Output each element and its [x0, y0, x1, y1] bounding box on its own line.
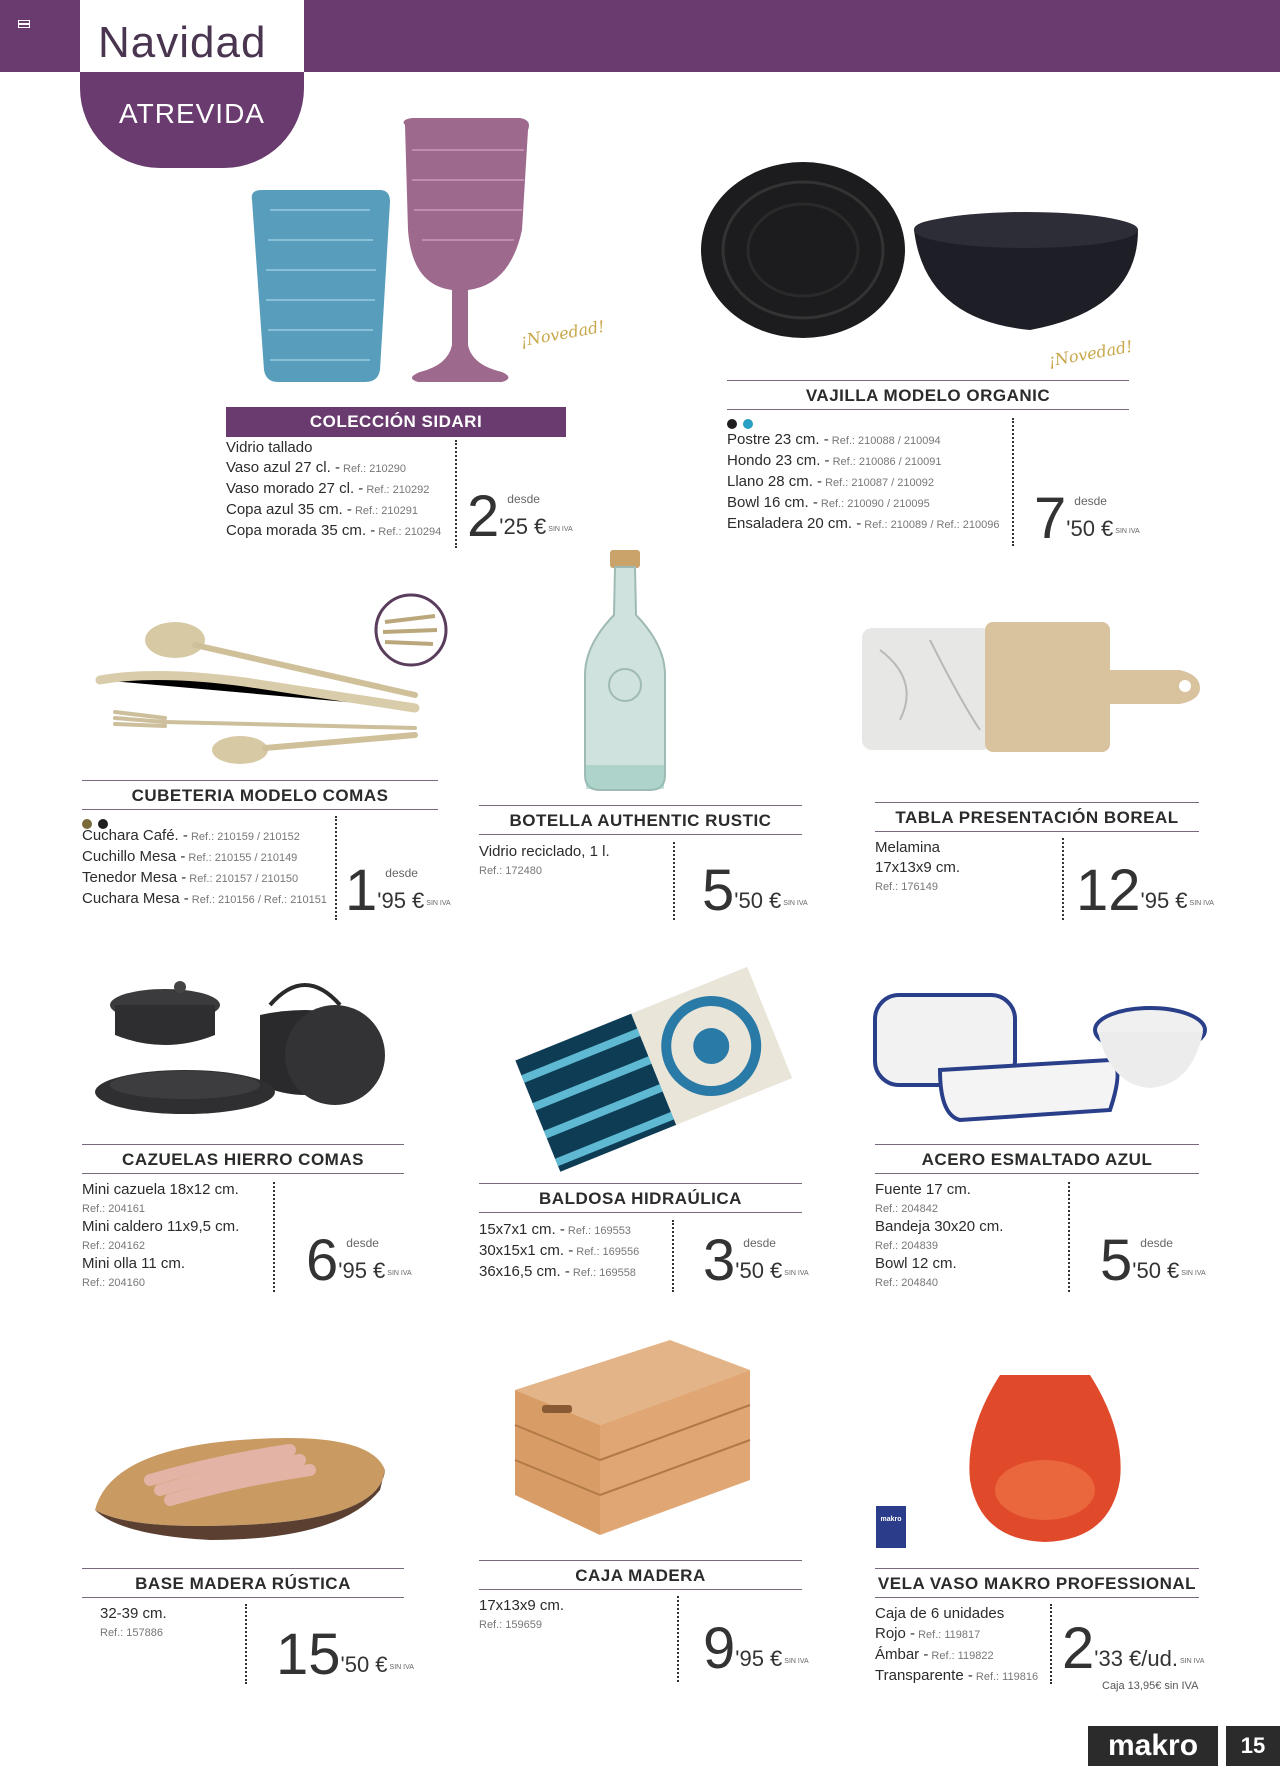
description-line: [479, 1616, 564, 1633]
reference-code: Ref.: 172480: [479, 865, 542, 877]
caja-madera-image: [510, 1330, 760, 1540]
description-text: Vaso azul 27 cl. -: [226, 459, 340, 476]
description-line: [479, 1220, 639, 1241]
product-acero: [875, 1144, 1199, 1174]
description-line: [875, 858, 960, 878]
description-text: Rojo -: [875, 1625, 916, 1642]
product-baldosa: [479, 1183, 802, 1213]
description-text: 30x15x1 cm. -: [479, 1242, 574, 1259]
flag-icon: [18, 20, 30, 28]
description-text: Copa azul 35 cm. -: [226, 501, 352, 518]
description-line: [82, 868, 327, 889]
product-title: CAZUELAS HIERRO COMAS: [82, 1144, 404, 1174]
vela-image: [960, 1370, 1130, 1550]
novedad-badge: ¡Novedad!: [1046, 336, 1135, 371]
product-organic: [727, 380, 1129, 410]
reference-code: Ref.: 210156 / Ref.: 210151: [188, 894, 327, 906]
description-line: [875, 1200, 1003, 1217]
description-line: [479, 1262, 639, 1283]
reference-code: Ref.: 176149: [875, 881, 938, 893]
description-line: [82, 1200, 239, 1217]
description-text: Melamina: [875, 839, 941, 856]
cazuelas-image: [95, 965, 405, 1135]
vela-box-price-note: Caja 13,95€ sin IVA: [1102, 1680, 1199, 1692]
product-title: ACERO ESMALTADO AZUL: [875, 1144, 1199, 1174]
description-line: [82, 847, 327, 868]
description-line: [875, 1180, 1003, 1200]
description-text: Fuente 17 cm.: [875, 1181, 971, 1198]
description-line: [82, 1237, 239, 1254]
description-line: [875, 1274, 1003, 1291]
reference-code: Ref.: 204160: [82, 1277, 145, 1289]
reference-code: Ref.: 210088 / 210094: [828, 435, 941, 447]
description-text: Copa morada 35 cm. -: [226, 522, 376, 539]
reference-code: Ref.: 204840: [875, 1277, 938, 1289]
product-acero-price: 5 desde '50 € SIN IVA: [1100, 1228, 1206, 1293]
description-text: 36x16,5 cm. -: [479, 1263, 570, 1280]
description-text: Bowl 16 cm. -: [727, 494, 818, 511]
reference-code: Ref.: 169553: [564, 1225, 631, 1237]
description-text: Bandeja 30x20 cm.: [875, 1218, 1004, 1235]
description-line: [82, 889, 327, 910]
description-line: [479, 842, 610, 862]
description-line: [226, 500, 441, 521]
color-dot: [727, 419, 737, 429]
description-line: [82, 1274, 239, 1291]
reference-code: Ref.: 204839: [875, 1240, 938, 1252]
description-line: [875, 1624, 1038, 1645]
baldosa-image: [515, 960, 785, 1160]
organic-dishes-image: [700, 170, 1150, 350]
cutlery-image: [95, 600, 455, 770]
product-title: CUBETERIA MODELO COMAS: [82, 780, 438, 810]
description-text: 17x13x9 cm.: [875, 859, 961, 876]
product-comas-cutlery: [82, 780, 438, 810]
description-text: Caja de 6 unidades: [875, 1605, 1005, 1622]
product-base-madera-description: [100, 1604, 167, 1641]
product-title: COLECCIÓN SIDARI: [226, 407, 566, 437]
reference-code: Ref.: 159659: [479, 1619, 542, 1631]
description-line: [479, 1596, 564, 1616]
reference-code: Ref.: 210087 / 210092: [822, 477, 934, 489]
product-title: BOTELLA AUTHENTIC RUSTIC: [479, 805, 802, 835]
product-title: TABLA PRESENTACIÓN BOREAL: [875, 802, 1199, 832]
description-line: [479, 862, 610, 879]
reference-code: Ref.: 169556: [573, 1246, 640, 1258]
description-line: [226, 521, 441, 542]
description-line: [727, 514, 999, 535]
product-botella: [479, 805, 802, 835]
product-boreal-price: 12'95 € SIN IVA: [1076, 858, 1214, 923]
product-baldosa-description: [479, 1220, 639, 1283]
description-text: Vidrio reciclado, 1 l.: [479, 843, 610, 860]
description-line: [727, 430, 999, 451]
description-text: Mini caldero 11x9,5 cm.: [82, 1218, 240, 1235]
reference-code: Ref.: 204842: [875, 1203, 938, 1215]
product-base-madera-price: 15'50 € SIN IVA: [276, 1622, 414, 1687]
product-title: BASE MADERA RÚSTICA: [82, 1568, 404, 1598]
product-cazuelas: [82, 1144, 404, 1174]
description-text: Mini cazuela 18x12 cm.: [82, 1181, 239, 1198]
product-boreal-description: [875, 838, 960, 895]
reference-code: Ref.: 204161: [82, 1203, 145, 1215]
description-text: Vaso morado 27 cl. -: [226, 480, 364, 497]
reference-code: Ref.: 210090 / 210095: [817, 498, 930, 510]
product-botella-description: [479, 842, 610, 879]
product-sidari-description: [226, 438, 441, 542]
reference-code: Ref.: 210157 / 210150: [186, 873, 299, 885]
description-text: Hondo 23 cm. -: [727, 452, 830, 469]
description-text: 17x13x9 cm.: [479, 1597, 565, 1614]
page-title: Navidad: [98, 18, 267, 67]
description-text: Cuchara Café. -: [82, 827, 188, 844]
description-text: 32-39 cm.: [100, 1605, 167, 1622]
boreal-board-image: [860, 620, 1220, 760]
product-boreal: [875, 802, 1199, 832]
page-number: 15: [1226, 1726, 1280, 1766]
description-line: [875, 1217, 1003, 1237]
product-title: VAJILLA MODELO ORGANIC: [727, 380, 1129, 410]
description-line: [727, 451, 999, 472]
bottle-image: [580, 545, 680, 795]
product-organic-description: [727, 430, 999, 535]
product-vela-price: 2'33 €/ud. SIN IVA: [1062, 1616, 1205, 1681]
description-line: [82, 1217, 239, 1237]
description-text: Llano 28 cm. -: [727, 473, 823, 490]
product-caja-madera-price: 9'95 € SIN IVA: [703, 1616, 809, 1681]
description-line: [875, 1604, 1038, 1624]
description-text: Bowl 12 cm.: [875, 1255, 957, 1272]
description-line: [727, 472, 999, 493]
description-line: [875, 1645, 1038, 1666]
description-line: [479, 1241, 639, 1262]
description-text: Cuchara Mesa -: [82, 890, 189, 907]
description-line: [226, 479, 441, 500]
acero-esmaltado-image: [870, 990, 1210, 1140]
product-sidari-price: 2 desde '25 € SIN IVA: [467, 484, 573, 549]
reference-code: Ref.: 119816: [972, 1671, 1039, 1683]
reference-code: Ref.: 204162: [82, 1240, 145, 1252]
product-cazuelas-price: 6 desde '95 € SIN IVA: [306, 1228, 412, 1293]
product-cazuelas-description: [82, 1180, 239, 1291]
description-text: Ensaladera 20 cm. -: [727, 515, 862, 532]
product-vela: [875, 1568, 1199, 1598]
product-sidari: [226, 407, 566, 437]
description-line: [875, 1666, 1038, 1687]
description-text: 15x7x1 cm. -: [479, 1221, 565, 1238]
description-line: [875, 1254, 1003, 1274]
reference-code: Ref.: 210159 / 210152: [187, 831, 300, 843]
description-line: [226, 438, 441, 458]
novedad-badge: ¡Novedad!: [518, 316, 607, 351]
product-botella-price: 5'50 € SIN IVA: [702, 858, 808, 923]
reference-code: Ref.: 157886: [100, 1627, 163, 1639]
product-organic-price: 7 desde '50 € SIN IVA: [1034, 486, 1140, 551]
description-line: [100, 1624, 167, 1641]
makro-professional-badge: makro: [876, 1506, 906, 1548]
description-text: Cuchillo Mesa -: [82, 848, 186, 865]
description-line: [82, 1180, 239, 1200]
description-line: [82, 1254, 239, 1274]
reference-code: Ref.: 119817: [915, 1629, 981, 1641]
reference-code: Ref.: 210292: [363, 484, 430, 496]
reference-code: Ref.: 169558: [569, 1267, 636, 1279]
description-text: Mini olla 11 cm.: [82, 1255, 186, 1272]
base-madera-image: [90, 1390, 390, 1540]
description-text: Vidrio tallado: [226, 439, 313, 456]
reference-code: Ref.: 210294: [375, 526, 442, 538]
description-line: [226, 458, 441, 479]
reference-code: Ref.: 210290: [339, 463, 407, 475]
product-vela-description: [875, 1604, 1038, 1687]
description-text: Ámbar -: [875, 1646, 929, 1663]
product-caja-madera-description: [479, 1596, 564, 1633]
product-acero-description: [875, 1180, 1003, 1291]
reference-code: Ref.: 119822: [928, 1650, 994, 1662]
description-text: Tenedor Mesa -: [82, 869, 187, 886]
reference-code: Ref.: 210291: [351, 505, 418, 517]
product-title: VELA VASO MAKRO PROFESSIONAL: [875, 1568, 1199, 1598]
color-dot: [743, 419, 753, 429]
reference-code: Ref.: 210089 / Ref.: 210096: [861, 519, 1000, 531]
description-line: [875, 1237, 1003, 1254]
product-comas-cutlery-description: [82, 826, 327, 910]
product-comas-cutlery-price: 1 desde '95 € SIN IVA: [345, 858, 451, 923]
reference-code: Ref.: 210155 / 210149: [185, 852, 298, 864]
description-line: [100, 1604, 167, 1624]
page-subtitle: ATREVIDA: [119, 98, 265, 129]
sidari-glasses-image: [240, 110, 610, 390]
product-base-madera: [82, 1568, 404, 1598]
description-text: Transparente -: [875, 1667, 973, 1684]
description-text: Postre 23 cm. -: [727, 431, 829, 448]
description-line: [82, 826, 327, 847]
product-caja-madera: [479, 1560, 802, 1590]
reference-code: Ref.: 210086 / 210091: [829, 456, 942, 468]
makro-logo: makro: [1088, 1726, 1218, 1766]
product-baldosa-price: 3 desde '50 € SIN IVA: [703, 1228, 809, 1293]
description-line: [875, 838, 960, 858]
product-title: BALDOSA HIDRAÚLICA: [479, 1183, 802, 1213]
description-line: [727, 493, 999, 514]
description-line: [875, 878, 960, 895]
product-title: CAJA MADERA: [479, 1560, 802, 1590]
